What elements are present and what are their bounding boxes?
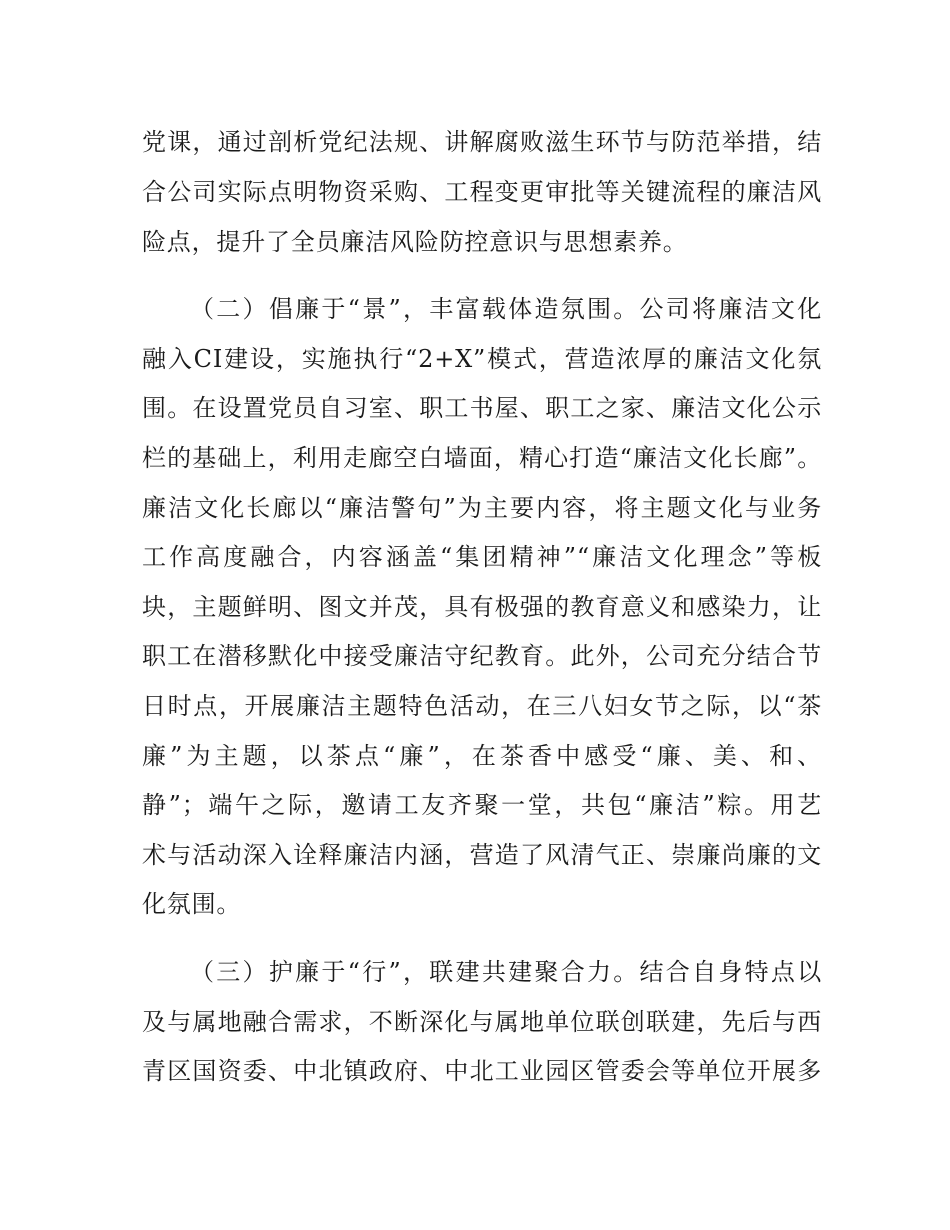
paragraph-line: 化氛围。 bbox=[142, 890, 242, 918]
paragraph-line: 合公司实际点明物资采购、工程变更审批等关键流程的廉洁风 bbox=[142, 178, 822, 206]
paragraph-line: 日时点，开展廉洁主题特色活动，在三八妇女节之际，以“茶 bbox=[142, 692, 822, 720]
paragraph-first-line: （三）护廉于“行”，联建共建聚合力。结合自身特点以 bbox=[190, 958, 822, 986]
paragraph-line: 静”；端午之际，邀请工友齐聚一堂，共包“廉洁”粽。用艺 bbox=[142, 791, 822, 819]
paragraph-line: 青区国资委、中北镇政府、中北工业园区管委会等单位开展多 bbox=[142, 1057, 822, 1085]
paragraph-line: 险点，提升了全员廉洁风险防控意识与思想素养。 bbox=[142, 228, 688, 256]
paragraph-first-line: （二）倡廉于“景”，丰富载体造氛围。公司将廉洁文化 bbox=[190, 295, 822, 323]
paragraph-line: 工作高度融合，内容涵盖“集团精神”“廉洁文化理念”等板 bbox=[142, 543, 822, 571]
paragraph-line: 术与活动深入诠释廉洁内涵，营造了风清气正、崇廉尚廉的文 bbox=[142, 841, 822, 869]
paragraph-line: 及与属地融合需求，不断深化与属地单位联创联建，先后与西 bbox=[142, 1008, 822, 1036]
paragraph-line: 围。在设置党员自习室、职工书屋、职工之家、廉洁文化公示 bbox=[142, 394, 822, 422]
paragraph-line: 廉洁文化长廊以“廉洁警句”为主要内容，将主题文化与业务 bbox=[142, 494, 822, 522]
paragraph-line: 融入CI建设，实施执行“2+X”模式，营造浓厚的廉洁文化氛 bbox=[142, 345, 822, 373]
paragraph-line: 廉”为主题，以茶点“廉”，在茶香中感受“廉、美、和、 bbox=[142, 742, 822, 770]
paragraph-line: 栏的基础上，利用走廊空白墙面，精心打造“廉洁文化长廊”。 bbox=[142, 444, 822, 472]
paragraph-line: 党课，通过剖析党纪法规、讲解腐败滋生环节与防范举措，结 bbox=[142, 128, 822, 156]
paragraph-line: 块，主题鲜明、图文并茂，具有极强的教育意义和感染力，让 bbox=[142, 593, 822, 621]
paragraph-line: 职工在潜移默化中接受廉洁守纪教育。此外，公司充分结合节 bbox=[142, 642, 822, 670]
